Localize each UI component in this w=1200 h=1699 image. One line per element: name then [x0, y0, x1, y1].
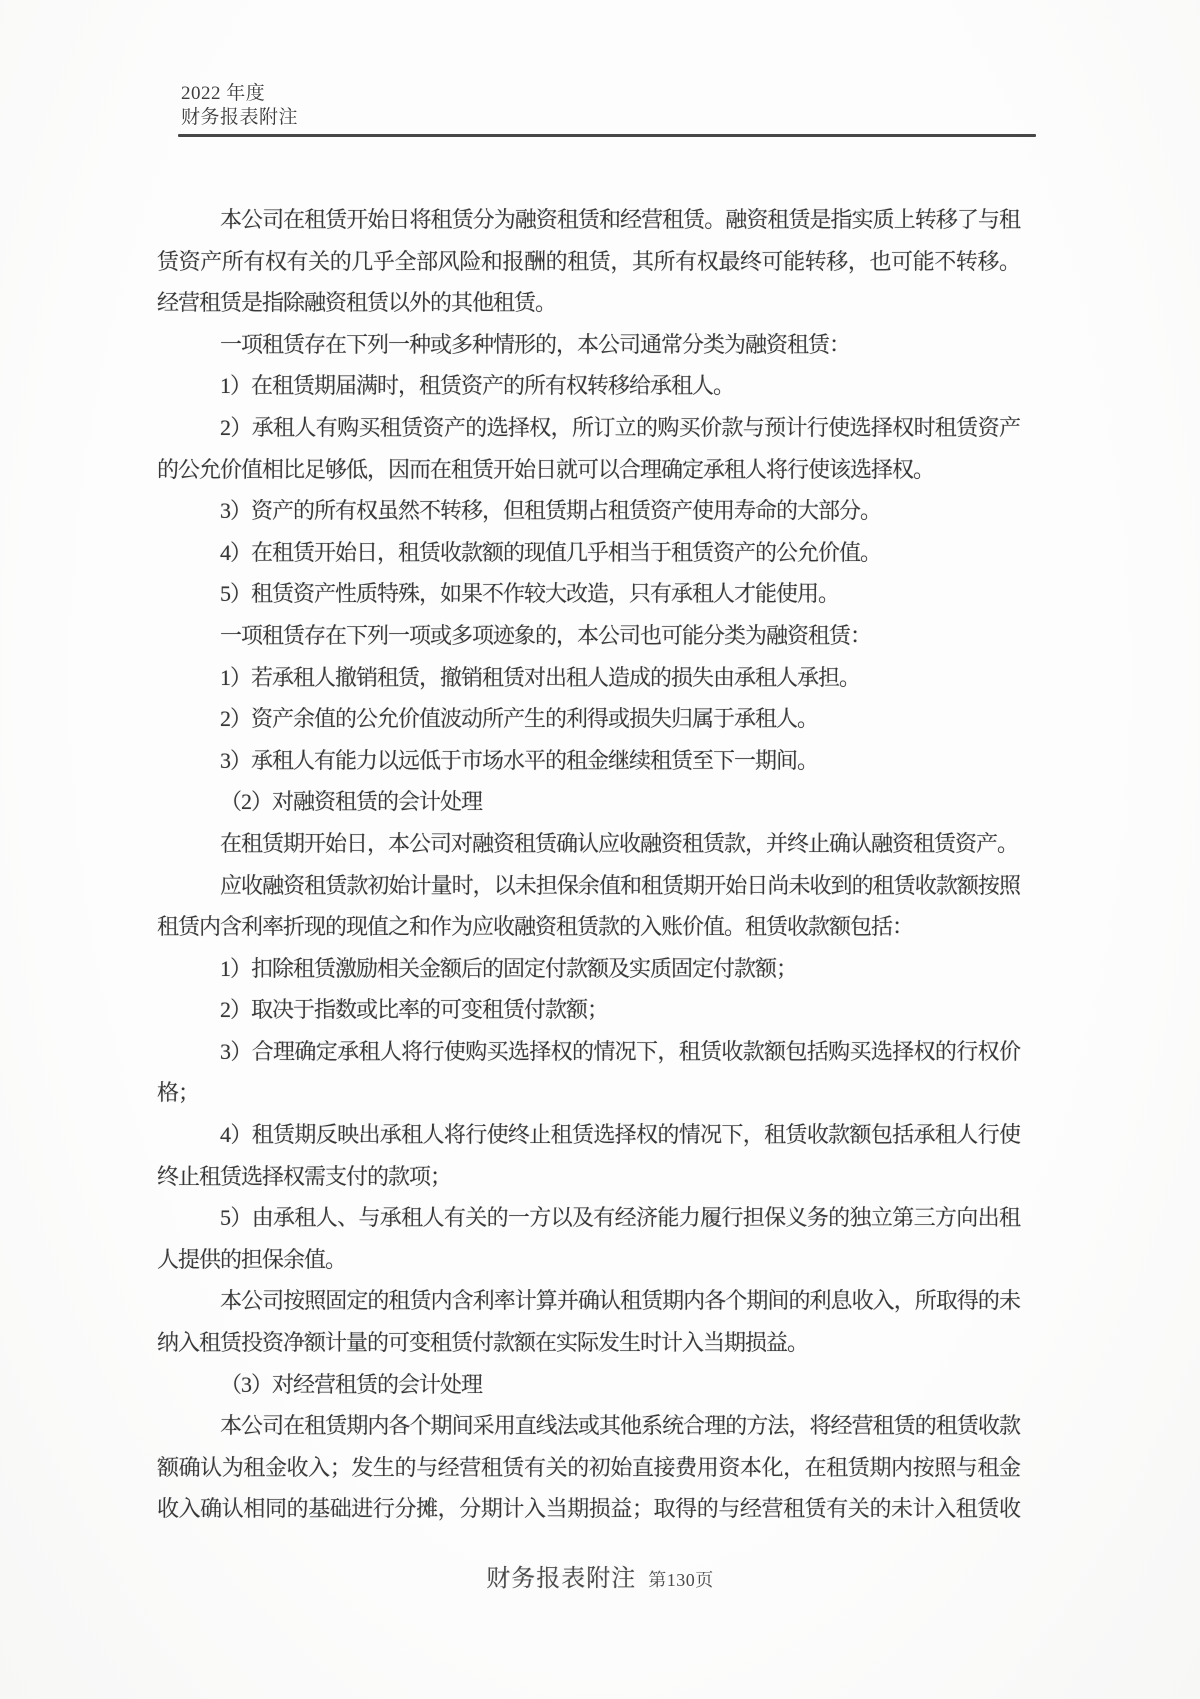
text-line: 1）在租赁期届满时，租赁资产的所有权转移给承租人。 [220, 373, 735, 399]
text-line: 应收融资租赁款初始计量时，以未担保余值和租赁期开始日尚未收到的租赁收款额按照 [220, 872, 1020, 898]
document-body [157, 199, 1020, 1530]
text-line: （3）对经营租赁的会计处理 [220, 1371, 483, 1397]
header-year: 2022 年度 [181, 83, 266, 104]
text-line: 5）租赁资产性质特殊，如果不作较大改造，只有承租人才能使用。 [220, 581, 840, 607]
text-line: 在租赁期开始日，本公司对融资租赁确认应收融资租赁款，并终止确认融资租赁资产。 [220, 830, 1019, 856]
text-line: 的公允价值相比足够低，因而在租赁开始日就可以合理确定承租人将行使该选择权。 [157, 456, 935, 482]
text-line: 格； [157, 1080, 200, 1106]
text-line: 额确认为租金收入；发生的与经营租赁有关的初始直接费用资本化，在租赁期内按照与租金 [157, 1454, 1020, 1480]
text-line: 4）在租赁开始日，租赁收款额的现值几乎相当于租赁资产的公允价值。 [220, 539, 882, 565]
text-line: （2）对融资租赁的会计处理 [220, 789, 483, 815]
text-line: 一项租赁存在下列一种或多种情形的，本公司通常分类为融资租赁： [220, 331, 851, 357]
text-line: 1）扣除租赁激励相关金额后的固定付款额及实质固定付款额； [220, 955, 798, 981]
text-line: 经营租赁是指除融资租赁以外的其他租赁。 [157, 290, 557, 316]
text-line: 3）合理确定承租人将行使购买选择权的情况下，租赁收款额包括购买选择权的行权价 [220, 1038, 1020, 1064]
text-line: 本公司按照固定的租赁内含利率计算并确认租赁期内各个期间的利息收入，所取得的未 [220, 1288, 1020, 1314]
text-line: 2）取决于指数或比率的可变租赁付款额； [220, 997, 609, 1023]
header-doc-title: 财务报表附注 [181, 107, 299, 128]
text-line: 3）资产的所有权虽然不转移，但租赁期占租赁资产使用寿命的大部分。 [220, 498, 882, 524]
text-line: 5）由承租人、与承租人有关的一方以及有经济能力履行担保义务的独立第三方向出租 [220, 1205, 1020, 1231]
text-line: 2）资产余值的公允价值波动所产生的利得或损失归属于承租人。 [220, 706, 819, 732]
text-line: 本公司在租赁开始日将租赁分为融资租赁和经营租赁。融资租赁是指实质上转移了与租 [220, 207, 1020, 232]
text-line: 本公司在租赁期内各个期间采用直线法或其他系统合理的方法，将经营租赁的租赁收款 [220, 1413, 1020, 1439]
text-line: 2）承租人有购买租赁资产的选择权，所订立的购买价款与预计行使选择权时租赁资产 [220, 414, 1020, 440]
text-line: 1）若承租人撤销租赁，撤销租赁对出租人造成的损失由承租人承担。 [220, 664, 861, 690]
text-line: 租赁内含利率折现的现值之和作为应收融资租赁款的入账价值。租赁收款额包括： [157, 914, 914, 940]
text-line: 3）承租人有能力以远低于市场水平的租金继续租赁至下一期间。 [220, 747, 819, 773]
footer-page-number: 第130页 [648, 1570, 714, 1590]
page-footer [0, 1558, 1200, 1593]
text-line: 终止租赁选择权需支付的款项； [157, 1163, 452, 1189]
text-line: 人提供的担保余值。 [157, 1246, 347, 1272]
text-line: 赁资产所有权有关的几乎全部风险和报酬的租赁，其所有权最终可能转移，也可能不转移。 [157, 248, 1020, 274]
header-divider [178, 134, 1036, 137]
text-line: 4）租赁期反映出承租人将行使终止租赁选择权的情况下，租赁收款额包括承租人行使 [220, 1122, 1020, 1148]
page-header [181, 82, 298, 130]
text-line: 一项租赁存在下列一项或多项迹象的，本公司也可能分类为融资租赁： [220, 622, 872, 648]
text-line: 收入确认相同的基础进行分摊，分期计入当期损益；取得的与经营租赁有关的未计入租赁收 [157, 1496, 1020, 1522]
footer-title: 财务报表附注 [486, 1566, 637, 1592]
text-line: 纳入租赁投资净额计量的可变租赁付款额在实际发生时计入当期损益。 [157, 1330, 809, 1356]
